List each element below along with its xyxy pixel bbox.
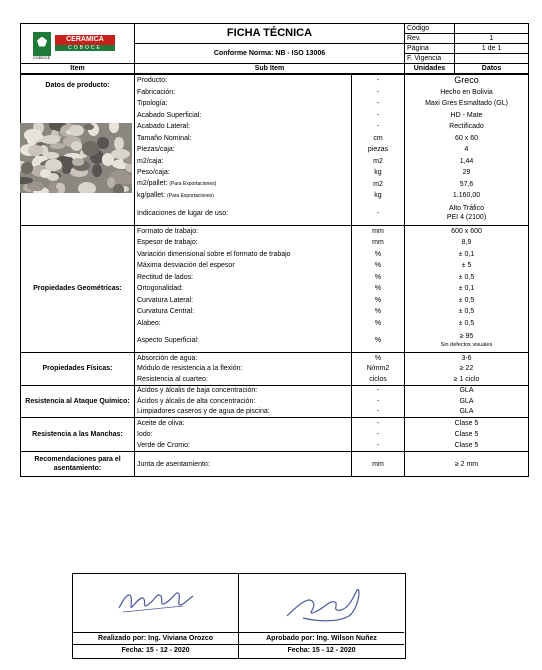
value-text: Rectificado — [449, 123, 484, 131]
sub-item-label — [135, 407, 352, 418]
sub-item-label — [135, 283, 352, 295]
sub-item-label — [135, 225, 352, 237]
sub-item-text: Módulo de resistencia a la flexión: — [137, 365, 243, 373]
value-cell — [405, 407, 529, 418]
value-cell — [405, 353, 529, 364]
rev-value: 1 — [455, 34, 529, 44]
unit-cell: - — [352, 407, 405, 418]
value-cell — [405, 318, 529, 330]
sub-item-label — [135, 156, 352, 168]
section-title: Resistencia al Ataque Químico: — [21, 385, 135, 418]
value-cell — [405, 179, 529, 191]
sub-item-text: Resistencia al cuarteo: — [137, 375, 208, 383]
section-title: Datos de producto: — [21, 75, 135, 226]
unit-cell: mm — [352, 452, 405, 477]
sub-item-label — [135, 385, 352, 396]
section-title: Recomendaciones para el asentamiento: — [21, 452, 135, 477]
pagina-label: Página — [405, 44, 455, 54]
unit-cell: - — [352, 202, 405, 226]
unit-cell: mm — [352, 237, 405, 249]
value-cell — [405, 133, 529, 145]
sub-item-text: Acabado Lateral: — [137, 123, 190, 131]
value-cell — [405, 75, 529, 87]
unit-cell: - — [352, 429, 405, 440]
value-cell — [405, 306, 529, 318]
value-cell — [405, 225, 529, 237]
sub-item-text: Junta de asentamiento: — [137, 460, 210, 468]
unit-cell: piezas — [352, 144, 405, 156]
value-cell — [405, 156, 529, 168]
value-cell — [405, 452, 529, 477]
sub-item-label — [135, 429, 352, 440]
sub-item-text: Ortogonalidad: — [137, 285, 183, 293]
section-title: Resistencia a las Manchas: — [21, 418, 135, 452]
sub-item-text: Acabado Superficial: — [137, 111, 202, 119]
value-cell — [405, 190, 529, 202]
sub-item-text: Variación dimensional sobre el formato de trabajo — [137, 250, 291, 258]
sub-item-label — [135, 110, 352, 122]
value-cell — [405, 283, 529, 295]
column-units-header: Unidades — [405, 64, 455, 74]
sub-item-text: Piezas/caja: — [137, 146, 175, 154]
unit-cell: % — [352, 283, 405, 295]
unit-cell: - — [352, 110, 405, 122]
unit-cell: - — [352, 396, 405, 407]
codigo-value — [455, 24, 529, 34]
column-subitem-header: Sub Item — [135, 64, 405, 74]
value-text: 1.160,00 — [452, 192, 481, 200]
signature-box — [72, 573, 406, 659]
rev-label: Rev. — [405, 34, 455, 44]
sub-item-label — [135, 295, 352, 307]
section-title: Propiedades Geométricas: — [21, 225, 135, 353]
sub-item-text: Producto: — [137, 77, 167, 85]
value-subtext: Sin defectos visuales — [440, 341, 493, 348]
sub-item-label — [135, 133, 352, 145]
table-row — [21, 353, 529, 364]
signature-nunez — [279, 582, 369, 626]
value-cell — [405, 364, 529, 375]
unit-cell: mm — [352, 225, 405, 237]
value-cell — [405, 237, 529, 249]
value-text: Clase 5 — [454, 431, 479, 438]
value-cell — [405, 110, 529, 122]
sub-item-text: Ácidos y álcalis de alta concentración: — [137, 397, 256, 405]
approved-by-label: Aprobado por: Ing. Wilson Nuñez — [239, 632, 404, 644]
sub-item-label — [135, 260, 352, 272]
value-text: GLA — [459, 408, 474, 416]
value-text: GLA — [459, 397, 474, 405]
section-title: Propiedades Físicas: — [21, 353, 135, 386]
logo-shield-icon — [33, 32, 51, 56]
unit-cell: - — [352, 75, 405, 87]
unit-cell: kg — [352, 190, 405, 202]
sub-item-text: Espesor de trabajo: — [137, 239, 198, 247]
sub-item-label — [135, 75, 352, 87]
sub-item-label — [135, 374, 352, 385]
sub-item-label — [135, 452, 352, 477]
sub-item-text: m2/caja: — [137, 157, 164, 165]
value-text: 3-6 — [461, 354, 472, 362]
table-row — [21, 385, 529, 396]
sub-item-note: (Para Exportaciones) — [169, 181, 217, 188]
sub-item-label — [135, 190, 352, 202]
table-row — [21, 225, 529, 237]
unit-cell: m2 — [352, 179, 405, 191]
value-text: Greco — [454, 75, 479, 86]
unit-cell: N/mm2 — [352, 364, 405, 375]
value-cell — [405, 260, 529, 272]
product-tile-image — [20, 123, 132, 193]
value-text: 60 x 60 — [455, 134, 478, 142]
sub-item-text: Tipología: — [137, 100, 168, 108]
unit-cell: - — [352, 98, 405, 110]
logo-subtitle: COBOCE — [55, 45, 115, 51]
company-logo — [21, 24, 135, 64]
vigencia-value — [455, 54, 529, 64]
sub-item-label — [135, 249, 352, 261]
sub-item-label — [135, 306, 352, 318]
header-table — [20, 23, 529, 74]
made-by-column — [73, 574, 239, 658]
value-cell — [405, 329, 529, 353]
value-text: ≥ 22 — [459, 365, 474, 373]
value-text: Maxi Gres Esmaltado (GL) — [425, 100, 508, 108]
sub-item-label — [135, 87, 352, 99]
sub-item-text: Curvatura Central: — [137, 308, 195, 316]
sub-item-text: Tamaño Nominal: — [137, 134, 192, 142]
unit-cell: - — [352, 385, 405, 396]
table-row — [21, 418, 529, 430]
unit-cell: % — [352, 295, 405, 307]
sub-item-label — [135, 418, 352, 430]
value-text: ± 5 — [461, 262, 472, 270]
value-text: 8,9 — [461, 239, 472, 247]
value-text: Clase 5 — [454, 442, 479, 449]
value-cell — [405, 396, 529, 407]
value-text: HD - Mate — [450, 111, 483, 119]
value-text: ≥ 2 mm — [454, 460, 479, 468]
sub-item-label — [135, 353, 352, 364]
made-date-label: Fecha: 15 - 12 - 2020 — [73, 644, 238, 657]
sub-item-text: Absorción de agua: — [137, 354, 198, 362]
sub-item-text: Limpiadores caseros y de agua de piscina: — [137, 408, 270, 416]
value-cell — [405, 374, 529, 385]
value-text: 29 — [462, 169, 471, 177]
value-text: 4 — [464, 146, 469, 154]
sub-item-label — [135, 440, 352, 452]
made-by-label: Realizado por: Ing. Viviana Orozco — [73, 632, 238, 644]
unit-cell: kg — [352, 167, 405, 179]
unit-cell: m2 — [352, 156, 405, 168]
value-cell — [405, 249, 529, 261]
value-text: Clase 5 — [454, 420, 479, 427]
sub-item-label — [135, 144, 352, 156]
value-text: ± 0,5 — [458, 319, 475, 327]
unit-cell: % — [352, 249, 405, 261]
sub-item-text: Rectitud de lados: — [137, 273, 194, 281]
unit-cell: - — [352, 418, 405, 430]
sub-item-label — [135, 121, 352, 133]
sub-item-text: Aceite de oliva: — [137, 420, 185, 427]
sub-item-label — [135, 396, 352, 407]
value-cell — [405, 440, 529, 452]
unit-cell: % — [352, 329, 405, 353]
column-item-header: Item — [21, 64, 135, 74]
value-cell — [405, 429, 529, 440]
unit-cell: % — [352, 353, 405, 364]
value-text: 1,44 — [459, 157, 474, 165]
sub-item-text: Verde de Cromo: — [137, 442, 190, 449]
sub-item-text: Indicaciones de lugar de uso: — [137, 209, 229, 217]
value-cell — [405, 144, 529, 156]
value-text: ± 0,1 — [458, 250, 475, 258]
column-data-header: Datos — [455, 64, 529, 74]
value-text: 57,6 — [459, 180, 474, 188]
value-cell — [405, 87, 529, 99]
sub-item-text: Ácidos y álcalis de baja concentración: — [137, 387, 258, 395]
vigencia-label: F. Vigencia — [405, 54, 455, 64]
sub-item-label — [135, 179, 352, 191]
unit-cell: - — [352, 121, 405, 133]
signature-orozco — [113, 582, 203, 622]
sub-item-label — [135, 329, 352, 353]
table-row — [21, 452, 529, 477]
value-text: ≥ 95 — [459, 332, 474, 340]
value-text: ± 0,5 — [458, 296, 475, 304]
value-text: 600 x 600 — [451, 227, 482, 235]
sub-item-text: Aspecto Superficial: — [137, 337, 199, 344]
approved-by-column — [239, 574, 404, 658]
sub-item-text: Curvatura Lateral: — [137, 296, 194, 304]
sub-item-text: Máxima desviación del espesor — [137, 262, 235, 270]
value-cell — [405, 98, 529, 110]
norm-label: Conforme Norma: NB - ISO 13006 — [135, 44, 405, 64]
sub-item-label — [135, 318, 352, 330]
value-subtext: PEI 4 (2100) — [446, 214, 487, 221]
unit-cell: % — [352, 272, 405, 284]
value-text: GLA — [459, 387, 474, 395]
value-cell — [405, 202, 529, 226]
unit-cell: % — [352, 306, 405, 318]
sub-item-text: Alabeo: — [137, 319, 161, 327]
sub-item-note: (Para Exportaciones) — [166, 192, 214, 199]
sub-item-text: Peso/caja: — [137, 169, 170, 177]
value-text: Hecho en Bolivia — [440, 88, 493, 96]
sub-item-label — [135, 272, 352, 284]
sub-item-label — [135, 237, 352, 249]
logo-small-text: COBOCE — [33, 54, 51, 60]
value-text: Alto Tráfico — [448, 205, 484, 212]
logo-wordmark: CERAMICA — [55, 35, 115, 51]
sub-item-text: Iodo: — [137, 431, 153, 438]
value-cell — [405, 167, 529, 179]
value-cell — [405, 295, 529, 307]
sub-item-text: m2/pallet: — [137, 180, 168, 188]
unit-cell: - — [352, 440, 405, 452]
sub-item-label — [135, 167, 352, 179]
value-text: ± 0,5 — [458, 273, 475, 281]
unit-cell: cm — [352, 133, 405, 145]
value-cell — [405, 418, 529, 430]
unit-cell: - — [352, 87, 405, 99]
value-cell — [405, 272, 529, 284]
value-text: ≥ 1 ciclo — [453, 375, 480, 383]
table-row — [21, 75, 529, 87]
approved-date-label: Fecha: 15 - 12 - 2020 — [239, 644, 404, 657]
spec-sheet — [20, 23, 528, 477]
codigo-label: Código — [405, 24, 455, 34]
unit-cell: % — [352, 260, 405, 272]
sub-item-label — [135, 364, 352, 375]
value-text: ± 0,1 — [458, 285, 475, 293]
value-cell — [405, 121, 529, 133]
sub-item-text: Fabricación: — [137, 88, 176, 96]
pagina-value: 1 de 1 — [455, 44, 529, 54]
value-text: ± 0,5 — [458, 308, 475, 316]
value-cell — [405, 385, 529, 396]
document-title: FICHA TÉCNICA — [135, 24, 405, 44]
sub-item-text: Formato de trabajo: — [137, 227, 199, 235]
unit-cell: ciclos — [352, 374, 405, 385]
unit-cell: % — [352, 318, 405, 330]
sub-item-label — [135, 202, 352, 226]
sub-item-label — [135, 98, 352, 110]
sub-item-text: kg/pallet: — [137, 191, 166, 199]
